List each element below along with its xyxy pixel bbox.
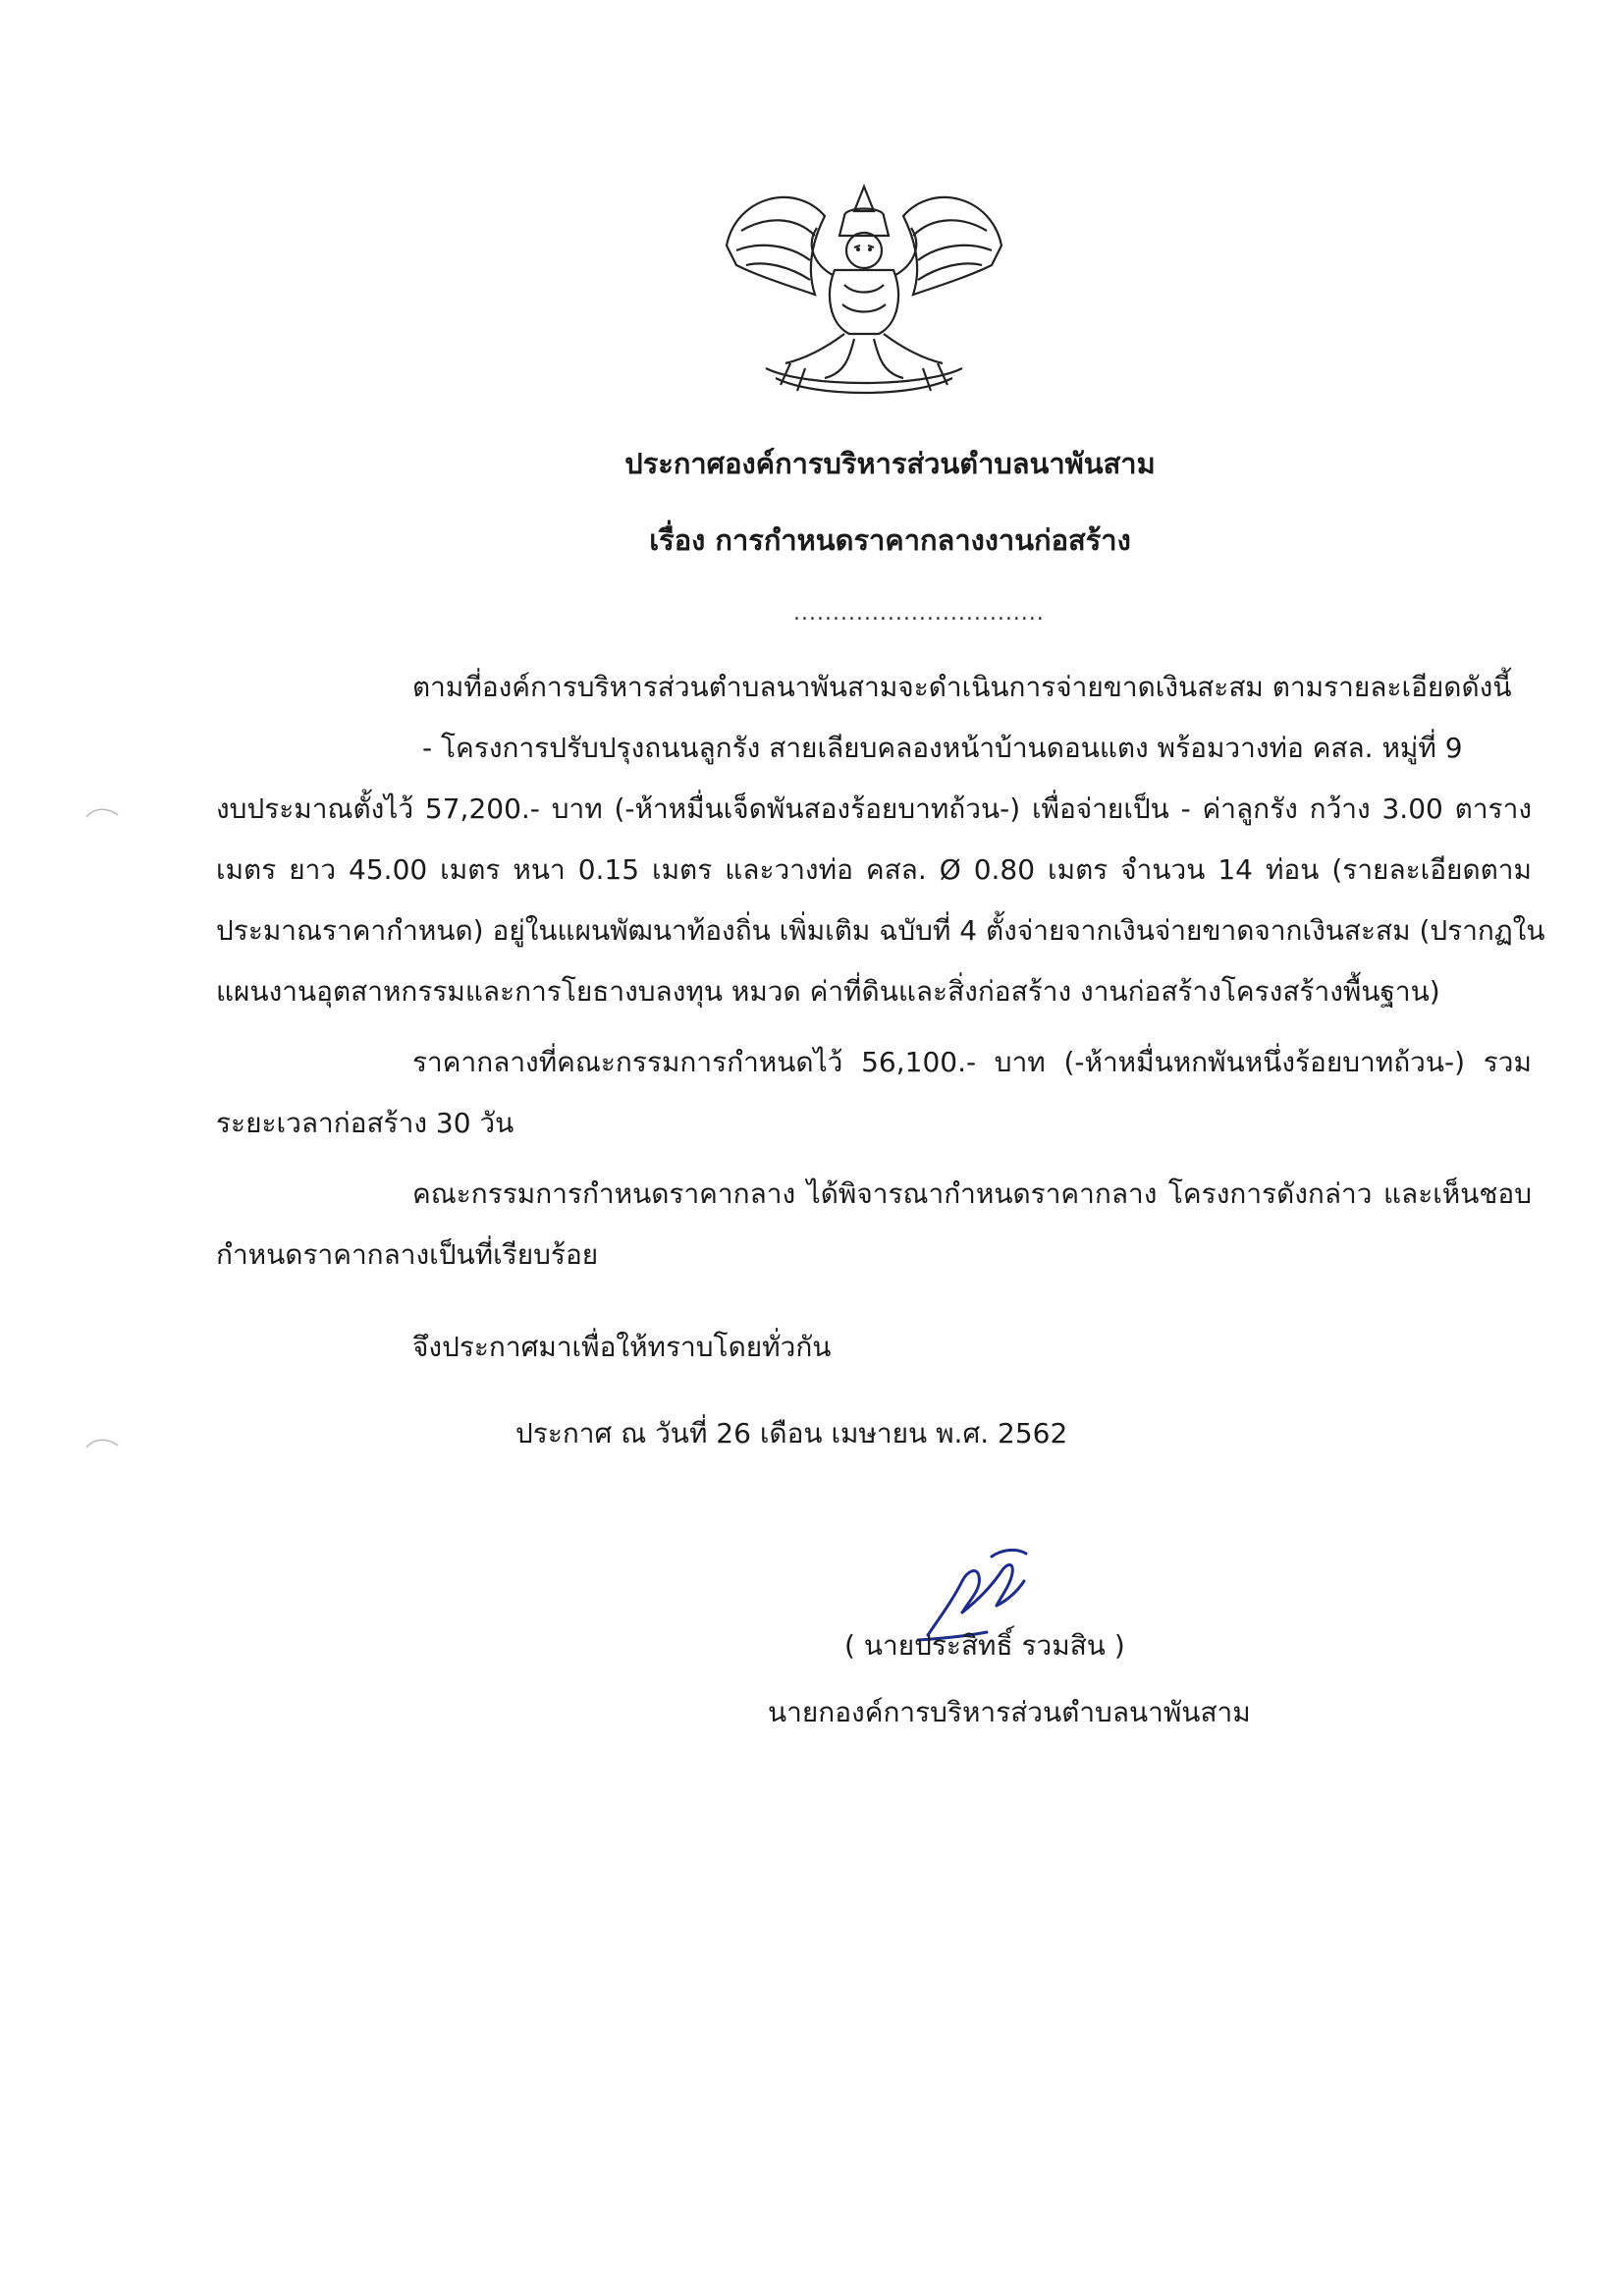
paragraph-line: - โครงการปรับปรุงถนนลูกรัง สายเลียบคลองหน้าบ้านดอนแตง พร้อมวางท่อ คสล. หมู่ที่ 9 [422,732,1463,764]
paragraph-line: งบประมาณตั้งไว้ 57,200.- บาท (-ห้าหมื่นเจ็ดพันสองร้อยบาทถ้วน-) เพื่อจ่ายเป็น - ค่าลูกรัง กว้าง 3.00 ตาราง [216,793,1532,825]
announcement-subject: เรื่อง การกำหนดราคากลางงานก่อสร้าง [649,523,1131,557]
paragraph-line: แผนงานอุตสาหกรรมและการโยธางบลงทุน หมวด ค่าที่ดินและสิ่งก่อสร้าง งานก่อสร้างโครงสร้างพื้นฐาน) [216,975,1440,1008]
separator-dots: ................................ [793,601,1045,626]
paragraph-line: คณะกรรมการกำหนดราคากลาง ได้พิจารณากำหนดราคากลาง โครงการดังกล่าว และเห็นชอบ [412,1177,1532,1210]
signatory-name: ( นายประสิทธิ์ รวมสิน ) [844,1629,1125,1662]
paragraph-line: ตามที่องค์การบริหารส่วนตำบลนาพันสามจะดำเนินการจ่ายขาดเงินสะสม ตามรายละเอียดดังนี้ [412,671,1512,703]
punch-mark [84,805,120,821]
paragraph-line: กำหนดราคากลางเป็นที่เรียบร้อย [216,1238,599,1271]
paragraph-line: ราคากลางที่คณะกรรมการกำหนดไว้ 56,100.- บาท (-ห้าหมื่นหกพันหนึ่งร้อยบาทถ้วน-) รวม [412,1046,1532,1078]
paragraph-line: เมตร ยาว 45.00 เมตร หนา 0.15 เมตร และวางท่อ คสล. Ø 0.80 เมตร จำนวน 14 ท่อน (รายละเอียดตาม [216,853,1532,886]
signatory-position: นายกองค์การบริหารส่วนตำบลนาพันสาม [768,1696,1251,1728]
garuda-emblem [707,177,1021,403]
announcement-title: ประกาศองค์การบริหารส่วนตำบลนาพันสาม [624,447,1156,480]
announcement-date: ประกาศ ณ วันที่ 26 เดือน เมษายน พ.ศ. 2562 [515,1417,1068,1449]
paragraph-line: ระยะเวลาก่อสร้าง 30 วัน [216,1107,514,1139]
closing-statement: จึงประกาศมาเพื่อให้ทราบโดยทั่วกัน [412,1331,832,1363]
paragraph-line: ประมาณราคากำหนด) อยู่ในแผนพัฒนาท้องถิ่น เพิ่มเติม ฉบับที่ 4 ตั้งจ่ายจากเงินจ่ายขาดจากเงินสะสม (ปรากฏใน [216,914,1545,947]
punch-mark [84,1436,120,1451]
